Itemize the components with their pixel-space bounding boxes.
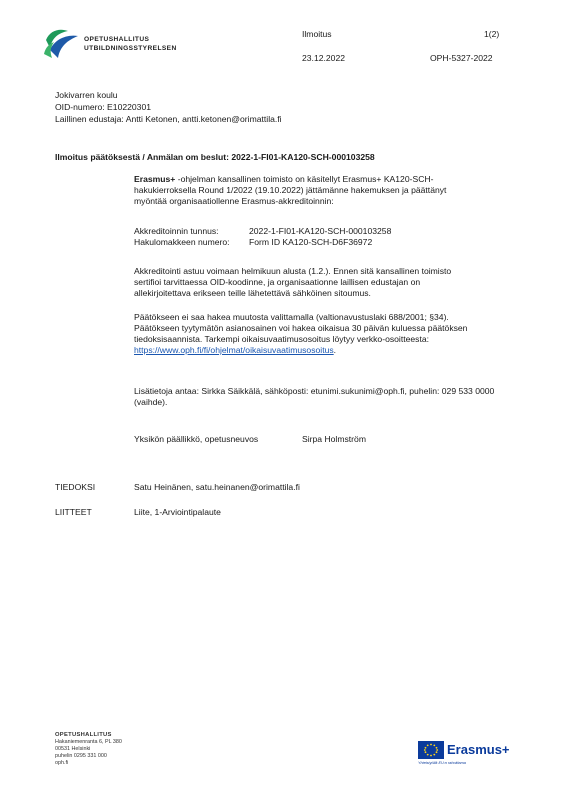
logo-line1: OPETUSHALLITUS: [84, 36, 150, 43]
erasmus-tagline: Yhteistyöllä EU:n rahoittama: [418, 761, 466, 765]
logo-line2: UTBILDNINGSSTYRELSEN: [84, 45, 177, 52]
signer-name: Sirpa Holmström: [302, 434, 366, 444]
footer-org: OPETUSHALLITUS: [55, 732, 112, 738]
appeal-paragraph: [134, 312, 476, 356]
footer-phone: puhelin 0295 331 000: [55, 753, 107, 759]
footer-address: [55, 732, 122, 767]
appeal-text: Päätökseen ei saa hakea muutosta valittamalla (valtionavustuslaki 688/2001; §34). Päätökseen tyytymätön asianosainen voi hakea oikaisua 30 päivän kuluessa päätöksen tiedoksisaannista. Tarkempi oikaisuvaatimusosoitus löytyy verkko-osoitteesta:: [134, 312, 468, 344]
page-number: 1(2): [484, 29, 500, 39]
tiedoksi-label: TIEDOKSI: [55, 482, 96, 492]
accreditation-id-label: Akkreditoinnin tunnus:: [134, 226, 219, 236]
tiedoksi-value: Satu Heinänen, satu.heinanen@orimattila.fi: [134, 482, 300, 492]
accreditation-info-paragraph: Akkreditointi astuu voimaan helmikuun alusta (1.2.). Ennen sitä kansallinen toimisto sertifioi tarvittaessa OID-koodinne, ja organisaationne laillisen edustajan on allekirjoitettava erikseen teille lähetettävä sähköinen sitoumus.: [134, 266, 452, 298]
recipient-representative: Laillinen edustaja: Antti Ketonen, antti.ketonen@orimattila.fi: [55, 114, 282, 124]
document-type: Ilmoitus: [302, 29, 332, 39]
liitteet-value: Liite, 1-Arviointipalaute: [134, 507, 221, 517]
footer-city: 00531 Helsinki: [55, 746, 91, 752]
recipient-name: Jokivarren koulu: [55, 90, 118, 100]
contact-paragraph: Lisätietoja antaa: Sirkka Säikkälä, sähköposti: etunimi.sukunimi@oph.fi, puhelin: 029 533 0000 (vaihde).: [134, 386, 495, 407]
erasmus-program-name: Erasmus+: [134, 174, 176, 184]
liitteet-label: LIITTEET: [55, 507, 92, 517]
opetushallitus-leaf-logo-icon: [44, 28, 80, 60]
form-number-label: Hakulomakkeen numero:: [134, 237, 230, 247]
decision-paragraph: [134, 174, 469, 207]
erasmus-wordmark: Erasmus+: [447, 742, 510, 757]
eu-flag-icon: [418, 741, 444, 759]
appeal-text-end: .: [333, 345, 337, 355]
document-reference: OPH-5327-2022: [430, 53, 493, 63]
decision-text: -ohjelman kansallinen toimisto on käsitellyt Erasmus+ KA120-SCH-hakukierroksella Round 1/2022 (19.10.2022) jättämänne hakemuksen ja päättänyt myöntää organisaatiollenne Erasmus-akkreditoinnin:: [134, 174, 447, 206]
organization-logo: [44, 28, 184, 62]
appeal-link[interactable]: https://www.oph.fi/fi/ohjelmat/oikaisuvaatimusosoitus: [134, 345, 334, 355]
document-date: 23.12.2022: [302, 53, 346, 63]
form-number-value: Form ID KA120-SCH-D6F36972: [249, 237, 373, 247]
footer-web: oph.fi: [55, 760, 69, 766]
signer-title: Yksikön päällikkö, opetusneuvos: [134, 434, 259, 444]
footer-street: Hakaniemenranta 6, PL 380: [55, 739, 122, 745]
subject-line: Ilmoitus päätöksestä / Anmälan om beslut: 2022-1-FI01-KA120-SCH-000103258: [55, 152, 375, 162]
accreditation-id-value: 2022-1-FI01-KA120-SCH-000103258: [249, 226, 392, 236]
recipient-oid: OID-numero: E10220301: [55, 102, 152, 112]
erasmus-logo: [418, 741, 518, 767]
